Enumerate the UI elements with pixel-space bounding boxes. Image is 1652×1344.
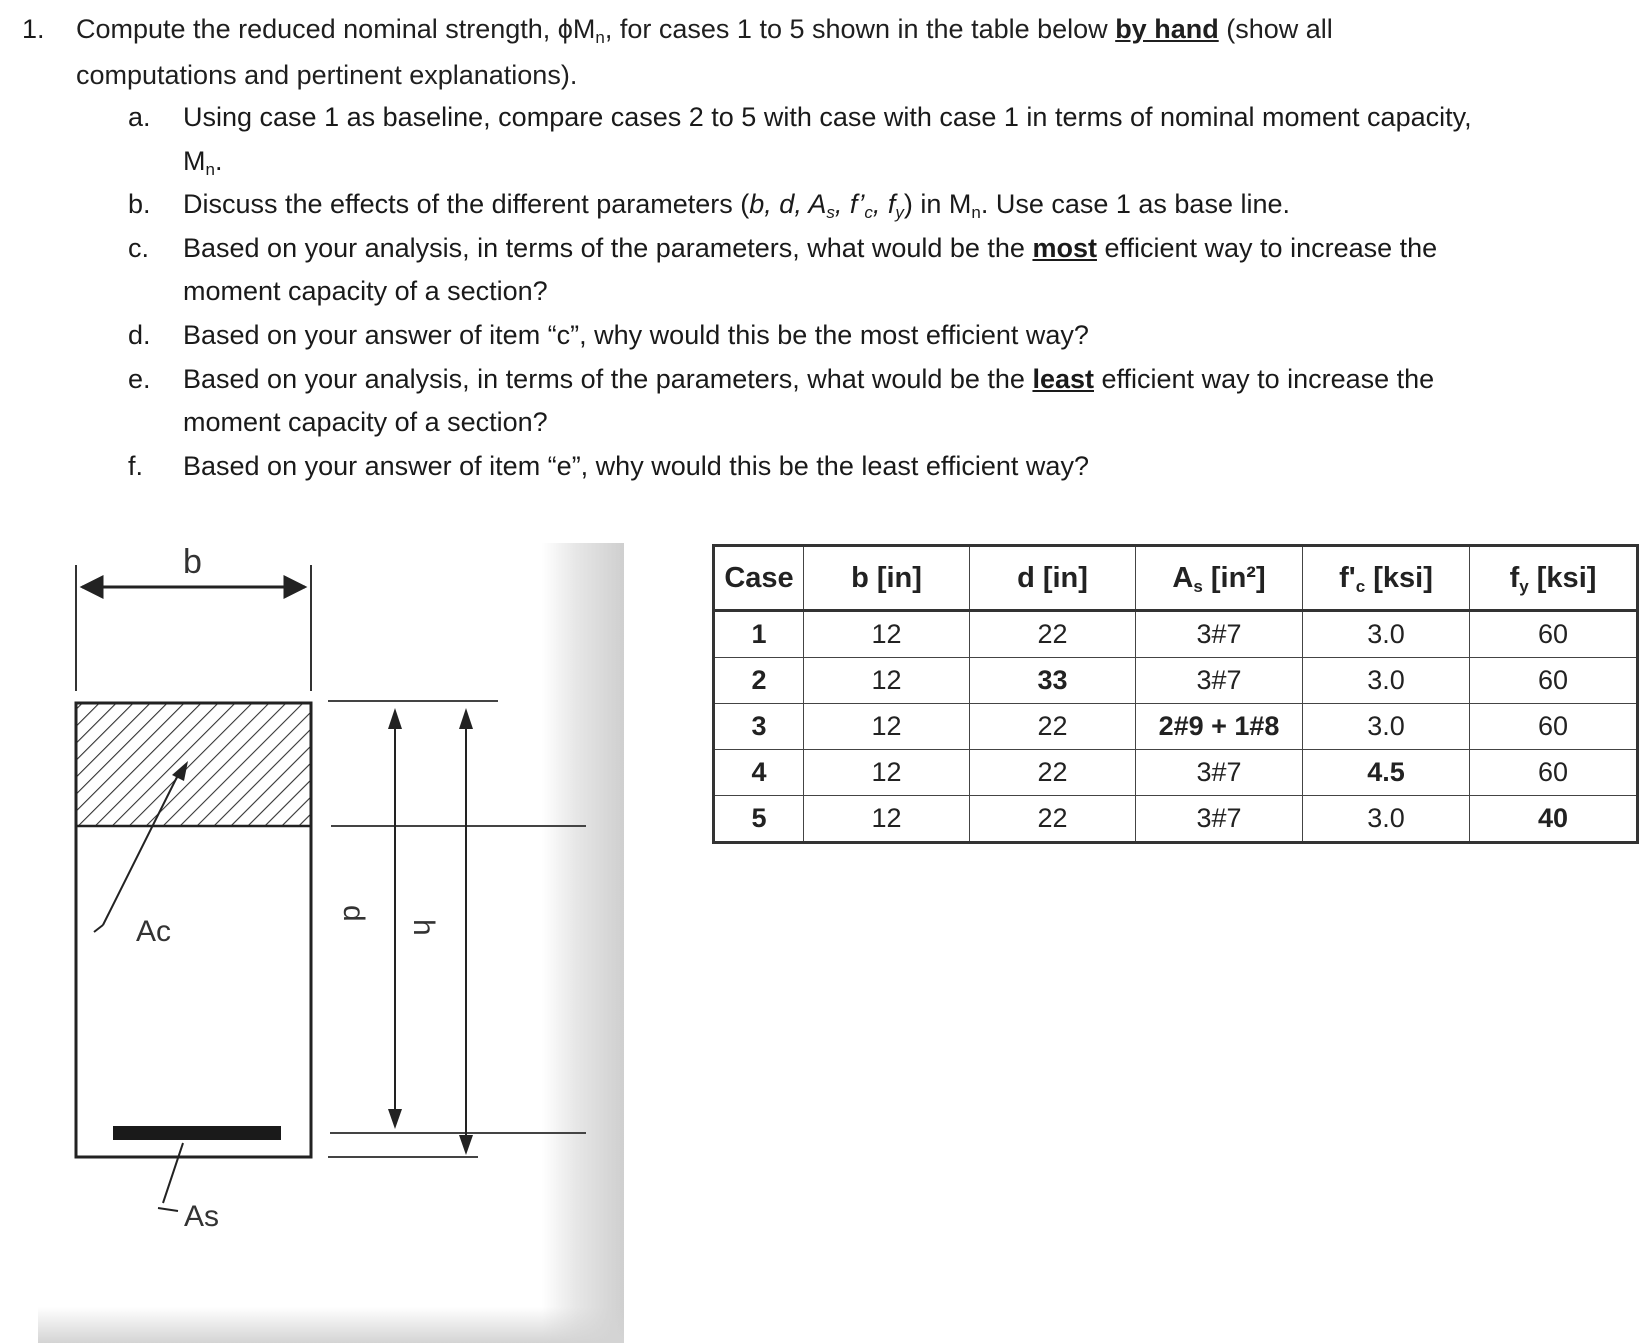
item-a-label: a. xyxy=(128,102,151,132)
cell-d: 22 xyxy=(970,704,1136,750)
header-fy-sub: y xyxy=(1519,576,1529,596)
header-fy-unit: [ksi] xyxy=(1528,561,1597,594)
item-e-line-2: moment capacity of a section? xyxy=(183,407,548,437)
by-hand-emphasis: by hand xyxy=(1115,14,1219,44)
d-label: d xyxy=(337,905,370,922)
table-row xyxy=(714,704,1638,750)
as-leader-tail xyxy=(158,1208,178,1211)
tension-steel-bar xyxy=(113,1126,281,1140)
cell-fy: 60 xyxy=(1470,658,1638,704)
table-header-row xyxy=(714,546,1638,611)
cell-case: 3 xyxy=(714,704,804,750)
item-b-text-a: Discuss the effects of the different parameters ( xyxy=(183,189,750,219)
compression-zone-hatch xyxy=(76,703,311,826)
question-sub-n: n xyxy=(595,28,605,47)
least-emphasis: least xyxy=(1032,364,1094,394)
question-line-2: computations and pertinent explanations). xyxy=(76,60,578,90)
cell-b: 12 xyxy=(804,658,970,704)
question-text-a: Compute the reduced nominal strength, ϕM xyxy=(76,14,596,44)
header-as-sub: s xyxy=(1193,576,1203,596)
cell-fc: 3.0 xyxy=(1303,796,1470,843)
cell-as: 3#7 xyxy=(1136,611,1303,658)
cell-d: 22 xyxy=(970,750,1136,796)
header-fc xyxy=(1303,546,1470,611)
header-as-unit: [in²] xyxy=(1202,561,1266,594)
cell-b: 12 xyxy=(804,750,970,796)
item-e-line-1 xyxy=(183,364,1434,395)
d-top-arrowhead xyxy=(388,708,402,729)
beam-section-drawing xyxy=(38,543,624,1343)
table-row xyxy=(714,658,1638,704)
item-f-line-1: Based on your answer of item “e”, why would this be the least efficient way? xyxy=(183,451,1089,481)
header-fc-unit: [ksi] xyxy=(1365,561,1433,594)
header-fc-sub: c xyxy=(1355,576,1366,596)
ac-leader-tail xyxy=(94,925,103,932)
item-c-text-b: efficient way to increase the xyxy=(1096,233,1438,263)
as-leader-line xyxy=(163,1143,183,1203)
item-c-text-a: Based on your analysis, in terms of the parameters, what would be the xyxy=(183,233,1033,263)
cell-case: 1 xyxy=(714,611,804,658)
cell-fy: 60 xyxy=(1470,750,1638,796)
cell-as: 3#7 xyxy=(1136,750,1303,796)
cases-table xyxy=(712,544,1639,844)
item-b-text-sub: n xyxy=(971,203,981,222)
header-case: Case xyxy=(714,546,804,611)
d-bottom-arrowhead xyxy=(388,1109,402,1129)
item-b-params-sub3: y xyxy=(895,203,904,222)
question-text-c: (show all xyxy=(1218,14,1333,44)
header-as xyxy=(1136,546,1303,611)
item-c-line-2: moment capacity of a section? xyxy=(183,276,548,306)
cell-case: 2 xyxy=(714,658,804,704)
item-a-period: . xyxy=(214,146,223,176)
cell-fy-changed: 40 xyxy=(1470,796,1638,843)
item-b-params-sub1: s xyxy=(826,203,835,222)
item-b-params-c: , f xyxy=(872,189,896,219)
cell-d-changed: 33 xyxy=(970,658,1136,704)
header-fy xyxy=(1470,546,1638,611)
item-a-line-1: Using case 1 as baseline, compare cases 2 to 5 with case with case 1 in terms of nominal moment capacity, xyxy=(183,102,1472,132)
cell-as: 3#7 xyxy=(1136,796,1303,843)
question-text-b: , for cases 1 to 5 shown in the table below xyxy=(604,14,1116,44)
cell-d: 22 xyxy=(970,796,1136,843)
question-line-1 xyxy=(76,14,1333,47)
cell-b: 12 xyxy=(804,796,970,843)
item-e-text-b: efficient way to increase the xyxy=(1094,364,1435,394)
item-a-m: M xyxy=(183,146,206,176)
b-label: b xyxy=(183,543,202,581)
cell-fc: 3.0 xyxy=(1303,611,1470,658)
cell-fc: 3.0 xyxy=(1303,658,1470,704)
most-emphasis: most xyxy=(1032,233,1097,263)
h-bottom-arrowhead xyxy=(459,1135,473,1155)
cell-as-changed: 2#9 + 1#8 xyxy=(1136,704,1303,750)
ac-label: Ac xyxy=(136,915,172,948)
item-e-text-a: Based on your analysis, in terms of the parameters, what would be the xyxy=(183,364,1033,394)
header-d: d [in] xyxy=(970,546,1136,611)
item-b-label: b. xyxy=(128,189,151,219)
cell-fc: 3.0 xyxy=(1303,704,1470,750)
table-row xyxy=(714,750,1638,796)
h-label: h xyxy=(407,919,440,936)
item-d-line-1: Based on your answer of item “c”, why would this be the most efficient way? xyxy=(183,320,1089,350)
header-fy-main: f xyxy=(1509,561,1520,594)
cell-b: 12 xyxy=(804,704,970,750)
item-c-label: c. xyxy=(128,233,150,263)
item-a-sub: n xyxy=(205,160,215,179)
table-row xyxy=(714,611,1638,658)
cell-fy: 60 xyxy=(1470,704,1638,750)
question-number: 1. xyxy=(22,14,45,44)
item-e-label: e. xyxy=(128,364,151,394)
as-label: As xyxy=(184,1200,220,1233)
cell-fc-changed: 4.5 xyxy=(1303,750,1470,796)
table-row xyxy=(714,796,1638,843)
item-d-label: d. xyxy=(128,320,151,350)
item-b-params-sub2: c xyxy=(864,203,873,222)
header-as-main: A xyxy=(1172,561,1194,594)
cell-b: 12 xyxy=(804,611,970,658)
header-fc-main: f' xyxy=(1339,561,1356,594)
cell-d: 22 xyxy=(970,611,1136,658)
item-c-line-1 xyxy=(183,233,1437,264)
item-b-text-c: . Use case 1 as base line. xyxy=(980,189,1290,219)
cell-as: 3#7 xyxy=(1136,658,1303,704)
beam-section-figure xyxy=(38,543,624,1343)
item-b-text-b: ) in M xyxy=(903,189,972,219)
item-f-label: f. xyxy=(128,451,144,481)
item-b-params-b: , f’ xyxy=(834,189,865,219)
h-top-arrowhead xyxy=(459,708,473,729)
cell-case: 5 xyxy=(714,796,804,843)
item-b-line-1 xyxy=(183,189,1290,220)
cell-case: 4 xyxy=(714,750,804,796)
header-b: b [in] xyxy=(804,546,970,611)
item-b-params: b, d, A xyxy=(749,189,827,219)
item-a-line-2 xyxy=(183,146,222,177)
cell-fy: 60 xyxy=(1470,611,1638,658)
